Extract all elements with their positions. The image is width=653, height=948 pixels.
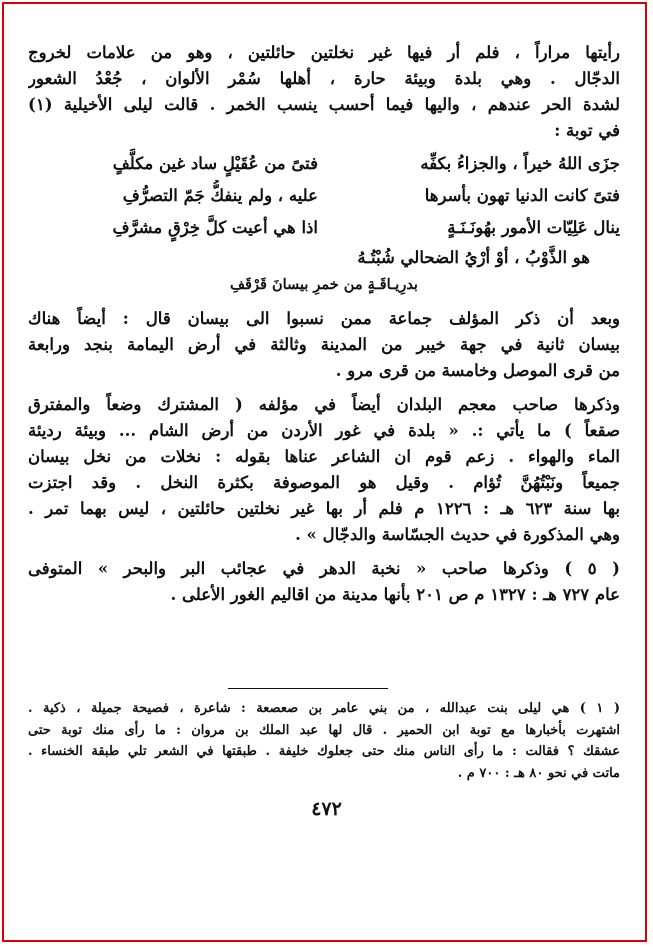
footnote-line: اشتهرت بأخبارها مع توبة ابن الحمير . قال لها عبد الملك بن مروان : ما رأى منك توبة حتى [28,722,620,738]
text-line: رأيتها مراراً ، فلم أر فيها غير نخلتين حائلتين ، وهو من علامات لخروج [28,43,620,62]
text-line: بيسان ثانية في جهة خيبر من المدينة وثالثة في أرض اليمامة بنجد ورابعة [28,335,620,354]
text-line: عام ٧٢٧ هـ : ١٣٢٧ م ص ٢٠١ بأنها مدينة من اقاليم الغور الأعلى . [170,585,620,604]
verse-first-hemistich: فتىً كانت الدنيا تهون بأسرها [424,186,620,205]
text-line: بها سنة ٦٢٣ هـ : ١٢٢٦ م فلم أر بها غير نخلتين حائلتين ، ليس بهما تمر . [28,499,620,518]
text-line: جميعاً ونَبْتُهُنَّ تُؤام . وقيل هو الموصوفة بكثرة النخل . وقد اجتزت [28,473,620,492]
footnote-line: ( ١ ) هي ليلى بنت عبدالله ، من بني عامر بن صعصعة : شاعرة ، فصيحة جميلة ، ذكية . [28,701,620,716]
page-number: ٤٧٢ [311,798,342,820]
paragraph-2 [28,306,620,384]
poem-verse [28,180,620,212]
poem [28,148,620,298]
main-text [28,40,620,608]
text-line: صقعاً ) ما يأتي :. « بلدة في غور الأردن من أرض الشام ... وبيئة رديئة [28,421,620,440]
footnote-separator [228,688,388,689]
footnote-line: ماتت في نحو ٨٠ هـ : ٧٠٠ م . [457,765,620,781]
poem-verse [28,148,620,180]
text-line: الدجّال . وهي بلدة وبيئة حارة ، أهلها سُمْر الألوان ، جُعْدُ الشعور [28,69,620,88]
text-line: وبعد أن ذكر المؤلف جماعة ممن نسبوا الى بيسان قال : أيضاً هناك [28,309,620,328]
paragraph-4 [28,556,620,608]
text-line: في توبة : [554,121,620,140]
poem-verse [28,212,620,244]
text-line: وهي المذكورة في حديث الجسّاسة والدجّال » . [295,525,620,544]
verse-second-hemistich: فتىً من عُقَيْلٍ ساد غين مكلَّفٍ [112,154,318,173]
verse-first-hemistich: ينال عَلِيّات الأمور بهُونَـنَـةٍ [447,218,620,237]
verse-first-hemistich: جزَى اللهُ خيراً ، والجزاءُ بكفِّه [420,154,620,173]
footnote-line: عشقك ؟ فقالت : ما رأى الناس منك حتى جعلوك خليفة . طبقتها في الشعر تلي طبقة الخنساء . [28,744,620,759]
text-line: لشدة الحر عندهم ، واليها فيما أحسب ينسب الخمر . قالت ليلى الأخيلية (١) [28,95,620,114]
poem-verse [28,272,620,298]
footnote [28,698,620,784]
text-line: الماء والهواء . زعم قوم ان الشاعر عناها بقوله : نخلات من نخل بيسان [28,447,620,466]
text-line: من قرى الموصل وخامسة من قرى مرو . [335,361,620,380]
paragraph-3 [28,392,620,548]
poem-verse [28,244,620,272]
verse-first-hemistich: هو الذَّوْبُ ، أوْ أرْيُ الضحالي شُبْتُـهُ [357,248,590,267]
text-line: ( ٥ ) وذكرها صاحب « نخبة الدهر في عجائب البر والبحر » المتوفى [28,559,620,578]
paragraph-1 [28,40,620,144]
verse-second-hemistich: اذا هي أعيت كلَّ خِرْقٍ مشرَّفِ [112,218,318,237]
text-line: وذكرها صاحب معجم البلدان أيضاً في مؤلفه ( المشترك وضعاً والمفترق [28,395,620,414]
verse-second-hemistich: بدرِيـاقَـةٍ من خمرِ بيسانَ قَرْقَفِ [230,276,418,293]
verse-second-hemistich: عليه ، ولم ينفكُّ جَمّ التصرُّفِ [122,186,318,205]
